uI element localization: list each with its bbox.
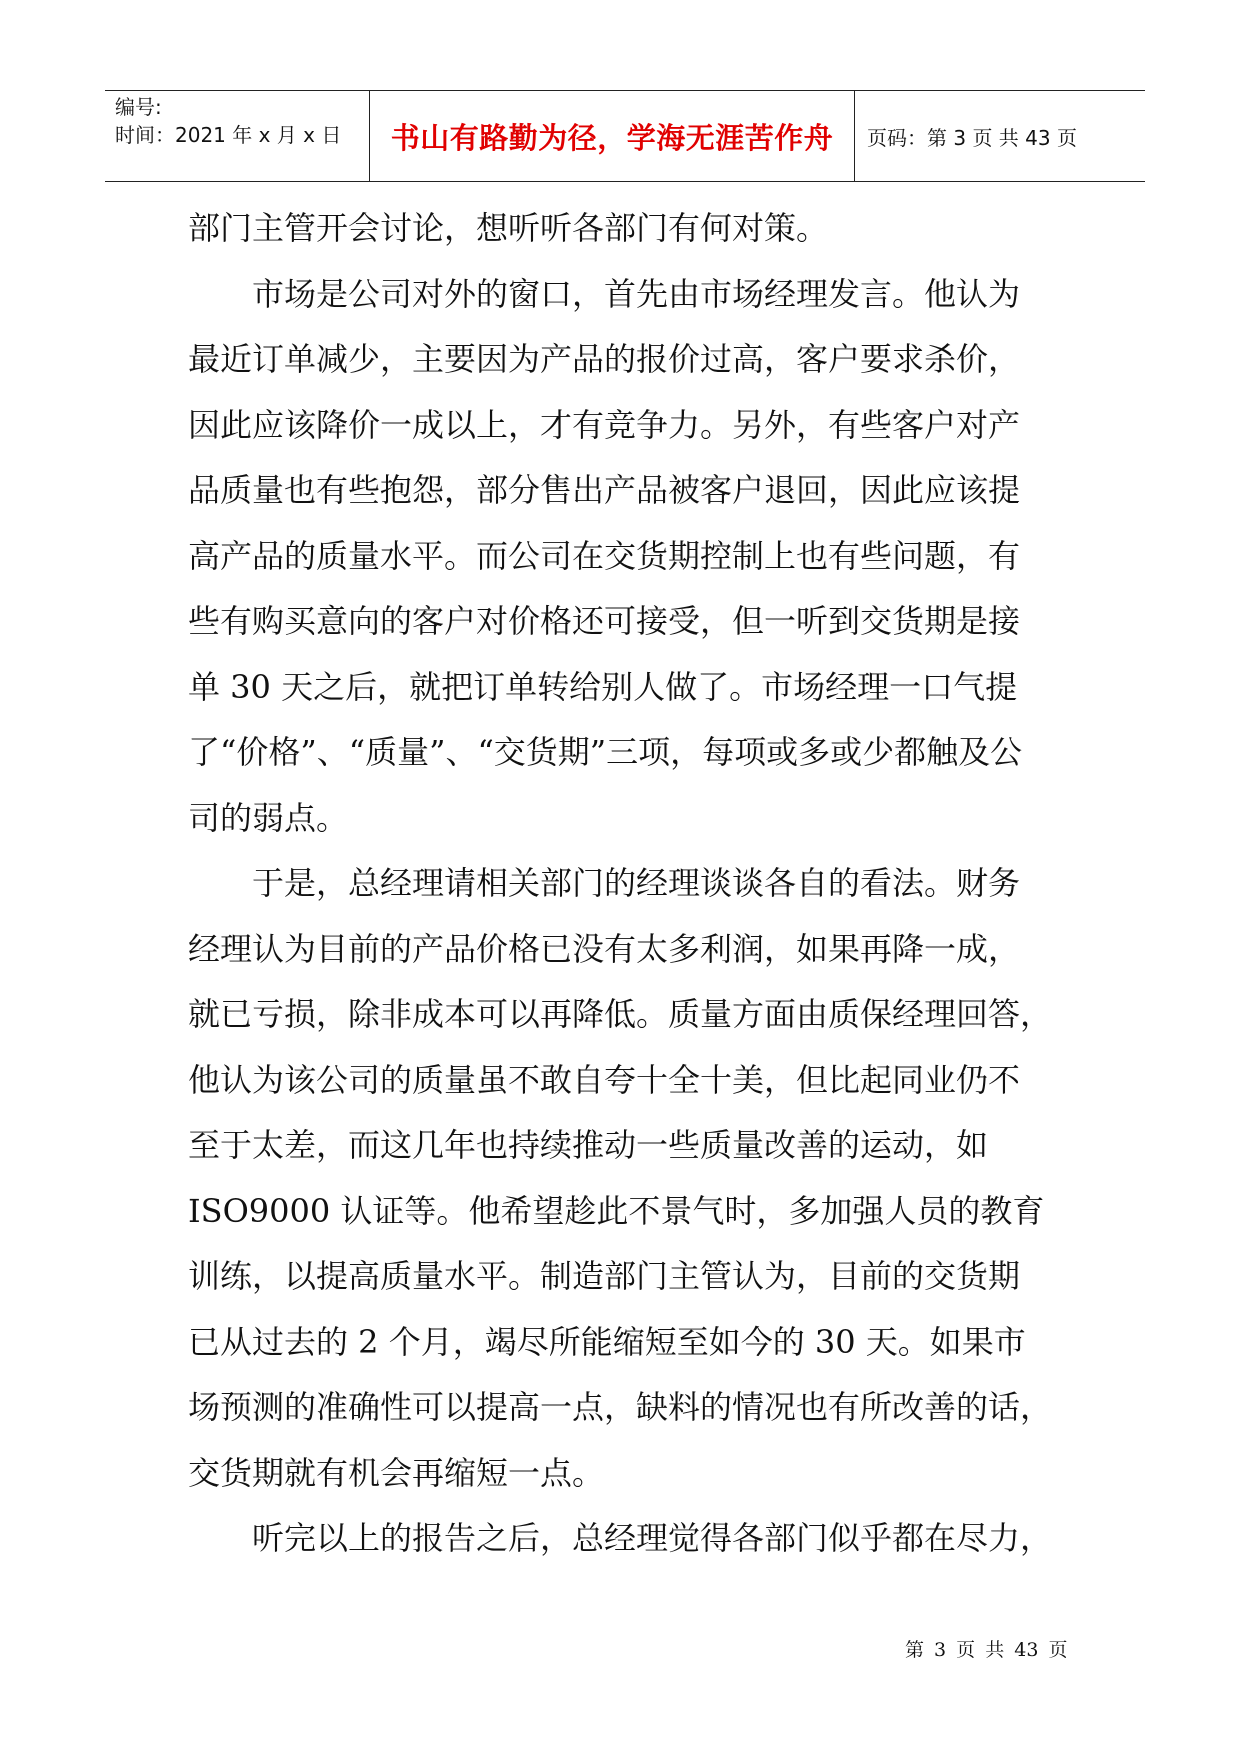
- body-line: 最近订单减少，主要因为产品的报价过高，客户要求杀价，: [188, 340, 1021, 378]
- page-footer: 第 3 页 共 43 页: [905, 1639, 1068, 1661]
- header-page-cell: [855, 91, 1145, 181]
- document-header: [105, 90, 1145, 182]
- body-line: 听完以上的报告之后，总经理觉得各部门似乎都在尽力，: [188, 1519, 1053, 1557]
- body-line: 因此应该降价一成以上，才有竞争力。另外，有些客户对产: [188, 405, 1021, 444]
- body-line: 司的弱点。: [188, 798, 349, 837]
- header-motto-cell: [370, 91, 855, 181]
- body-line: ISO9000 认证等。他希望趁此不景气时，多加强人员的教育: [188, 1191, 1045, 1230]
- body-line: 训练，以提高质量水平。制造部门主管认为，目前的交货期: [188, 1257, 1021, 1295]
- body-line: 场预测的准确性可以提高一点，缺料的情况也有所改善的话，: [188, 1388, 1053, 1426]
- body-line: 高产品的质量水平。而公司在交货期控制上也有些问题，有: [188, 536, 1021, 575]
- body-line: 部门主管开会讨论，想听听各部门有何对策。: [188, 209, 829, 247]
- body-line: 市场是公司对外的窗口，首先由市场经理发言。他认为: [188, 274, 1021, 313]
- body-line: 些有购买意向的客户对价格还可接受，但一听到交货期是接: [188, 602, 1021, 640]
- document-body: [188, 209, 1078, 1588]
- motto-text: 书山有路勤为径，学海无涯苦作舟: [390, 120, 834, 155]
- body-line: 单 30 天之后，就把订单转给别人做了。市场经理一口气提: [188, 667, 1018, 706]
- header-meta-cell: [105, 91, 370, 181]
- body-line: 了“价格”、“质量”、“交货期”三项，每项或多或少都触及公: [188, 733, 1023, 771]
- body-line: 就已亏损，除非成本可以再降低。质量方面由质保经理回答，: [188, 995, 1053, 1033]
- body-line: 品质量也有些抱怨，部分售出产品被客户退回，因此应该提: [188, 471, 1021, 509]
- number-label: 编号:: [115, 95, 162, 119]
- body-line: 已从过去的 2 个月，竭尽所能缩短至如今的 30 天。如果市: [188, 1322, 1026, 1361]
- page-info: 页码：第 3 页 共 43 页: [867, 125, 1077, 150]
- body-line: 于是，总经理请相关部门的经理谈谈各自的看法。财务: [188, 864, 1021, 902]
- body-line: 交货期就有机会再缩短一点。: [188, 1453, 605, 1492]
- body-line: 他认为该公司的质量虽不敢自夸十全十美，但比起同业仍不: [188, 1060, 1021, 1099]
- time-label: 时间：2021 年 x 月 x 日: [115, 123, 342, 147]
- body-line: 至于太差，而这几年也持续推动一些质量改善的运动，如: [188, 1126, 989, 1164]
- body-line: 经理认为目前的产品价格已没有太多利润，如果再降一成，: [188, 929, 1021, 968]
